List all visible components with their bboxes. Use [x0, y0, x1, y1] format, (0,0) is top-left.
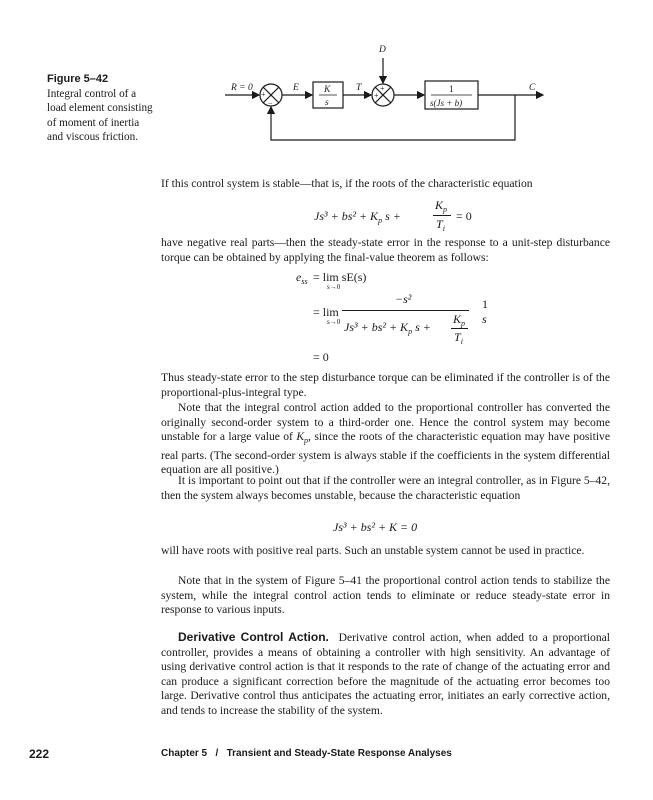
- char-eq-rhs: = 0: [456, 209, 472, 223]
- line2-lim: = lim: [313, 305, 339, 319]
- sum1-plus: +: [261, 90, 266, 99]
- paragraph-6: will have roots with positive real parts. Such an unstable system cannot be used in practice.: [161, 544, 585, 557]
- input-label: R = 0: [231, 83, 253, 93]
- sum1-minus: −: [268, 99, 273, 108]
- kp-inline: K: [296, 430, 305, 444]
- integral-equation: Js³ + bs² + K = 0: [333, 520, 418, 534]
- controller-num: K: [324, 85, 331, 95]
- section-heading: Derivative Control Action.: [178, 630, 329, 644]
- line2-den: Js³ + bs² + K: [344, 320, 409, 334]
- plant-num: 1: [449, 84, 454, 94]
- block-diagram: [225, 40, 555, 155]
- page-number: 222: [29, 747, 50, 761]
- figure-label: Figure 5–42: [47, 73, 109, 85]
- char-eq-mid: s +: [385, 209, 401, 223]
- char-eq-frac-num: K: [435, 198, 444, 212]
- paragraph-8-text: Derivative control action, when added to a proportional controller, provides a means of obtaining a controller with high sensitivity. An advantage of using derivative control action is that it responds to the rate of change of the actuating error and can produce a significant correction before the magnitude of the actuating error becomes too large. Derivative control thus anticipates the actuating error, initiates an early corrective action, and tends to increase the stability of the system.: [161, 631, 610, 717]
- paragraph-2: have negative real parts—then the steady-state error in the response to a unit-step disturbance torque can be obtained by applying the final-value theorem as follows:: [161, 236, 610, 264]
- line2-right-den: s: [482, 312, 487, 326]
- paragraph-8: [161, 630, 610, 719]
- paragraph-4: Note that the integral control action added to the proportional controller has converted the originally second-order system to a third-order one. Hence the control system may become unstable for a large value of $K_p$, since the roots of the characteristic equation may have positive real parts. (The second-order system is always stable if the coefficients in the system differential equation are all positive.): [161, 401, 610, 477]
- figure-caption: [47, 72, 157, 145]
- output-label: C: [529, 83, 536, 93]
- line2-num: −s²: [395, 292, 412, 306]
- paragraph-3: Thus steady-state error to the step disturbance torque can be eliminated if the controller is of the proportional-plus-integral type.: [161, 371, 610, 399]
- characteristic-equation: $Js^3 + bs^2 + K_p$ s + $K_p$ $T_i$ = 0: [314, 198, 472, 233]
- paragraph-7: Note that in the system of Figure 5–41 the proportional control action tends to stabilize the system, while the integral control action tends to eliminate or reduce steady-state error in response to various inputs.: [161, 574, 610, 617]
- paragraph-4a: Note that the integral control action added to the proportional controller has converted the originally second-order system to a third-order one. Hence the control system may become unstable for a large value of: [161, 401, 610, 444]
- sum2-plus-left: +: [374, 91, 379, 100]
- chapter-footer: Chapter 5 / Transient and Steady-State Response Analyses: [161, 748, 452, 759]
- figure-caption-text: Integral control of a load element consisting of moment of inertia and viscous friction.: [47, 87, 153, 144]
- line2-right-num: 1: [482, 297, 488, 311]
- line2-den-mid: s +: [415, 320, 431, 334]
- char-eq-frac-bar: [433, 215, 451, 216]
- steady-state-error-derivation: $e_{ss}$ = lim sE(s) s→0 = lim s→0 −s² $Js^3 + bs^2 + K_p$ s + $K_p$ $T_i$ 1 s = 0: [296, 270, 488, 364]
- paragraph-5: It is important to point out that if the controller were an integral controller, as in Figure 5–42, then the system always becomes unstable, because the characteristic equation: [161, 474, 610, 502]
- plant-den: s(Js + b): [430, 98, 463, 108]
- line2-inner-bar: [451, 328, 468, 329]
- char-eq-lhs: Js³ + bs² + K: [314, 209, 379, 223]
- line3: = 0: [313, 350, 329, 364]
- line2-lim-sub: s→0: [327, 318, 341, 326]
- paragraph-1: If this control system is stable—that is, if the roots of the characteristic equation: [161, 177, 533, 190]
- torque-label: T: [356, 83, 362, 93]
- controller-den: s: [325, 98, 329, 108]
- ess-lhs: e: [296, 270, 302, 284]
- error-label: E: [293, 83, 299, 93]
- disturbance-label: D: [379, 45, 386, 55]
- paragraph-4b: , since the roots of the characteristic equation may have positive real parts. (The second-order system is always stable if the coefficients in the system differential equation are all positive.): [161, 430, 610, 477]
- line2-frac-bar: [342, 310, 469, 311]
- char-eq-frac-den: T: [436, 217, 443, 231]
- sum2-plus-top: +: [380, 84, 385, 93]
- ess-lim-sub: s→0: [327, 283, 341, 291]
- ess-lim: = lim sE(s): [313, 270, 367, 284]
